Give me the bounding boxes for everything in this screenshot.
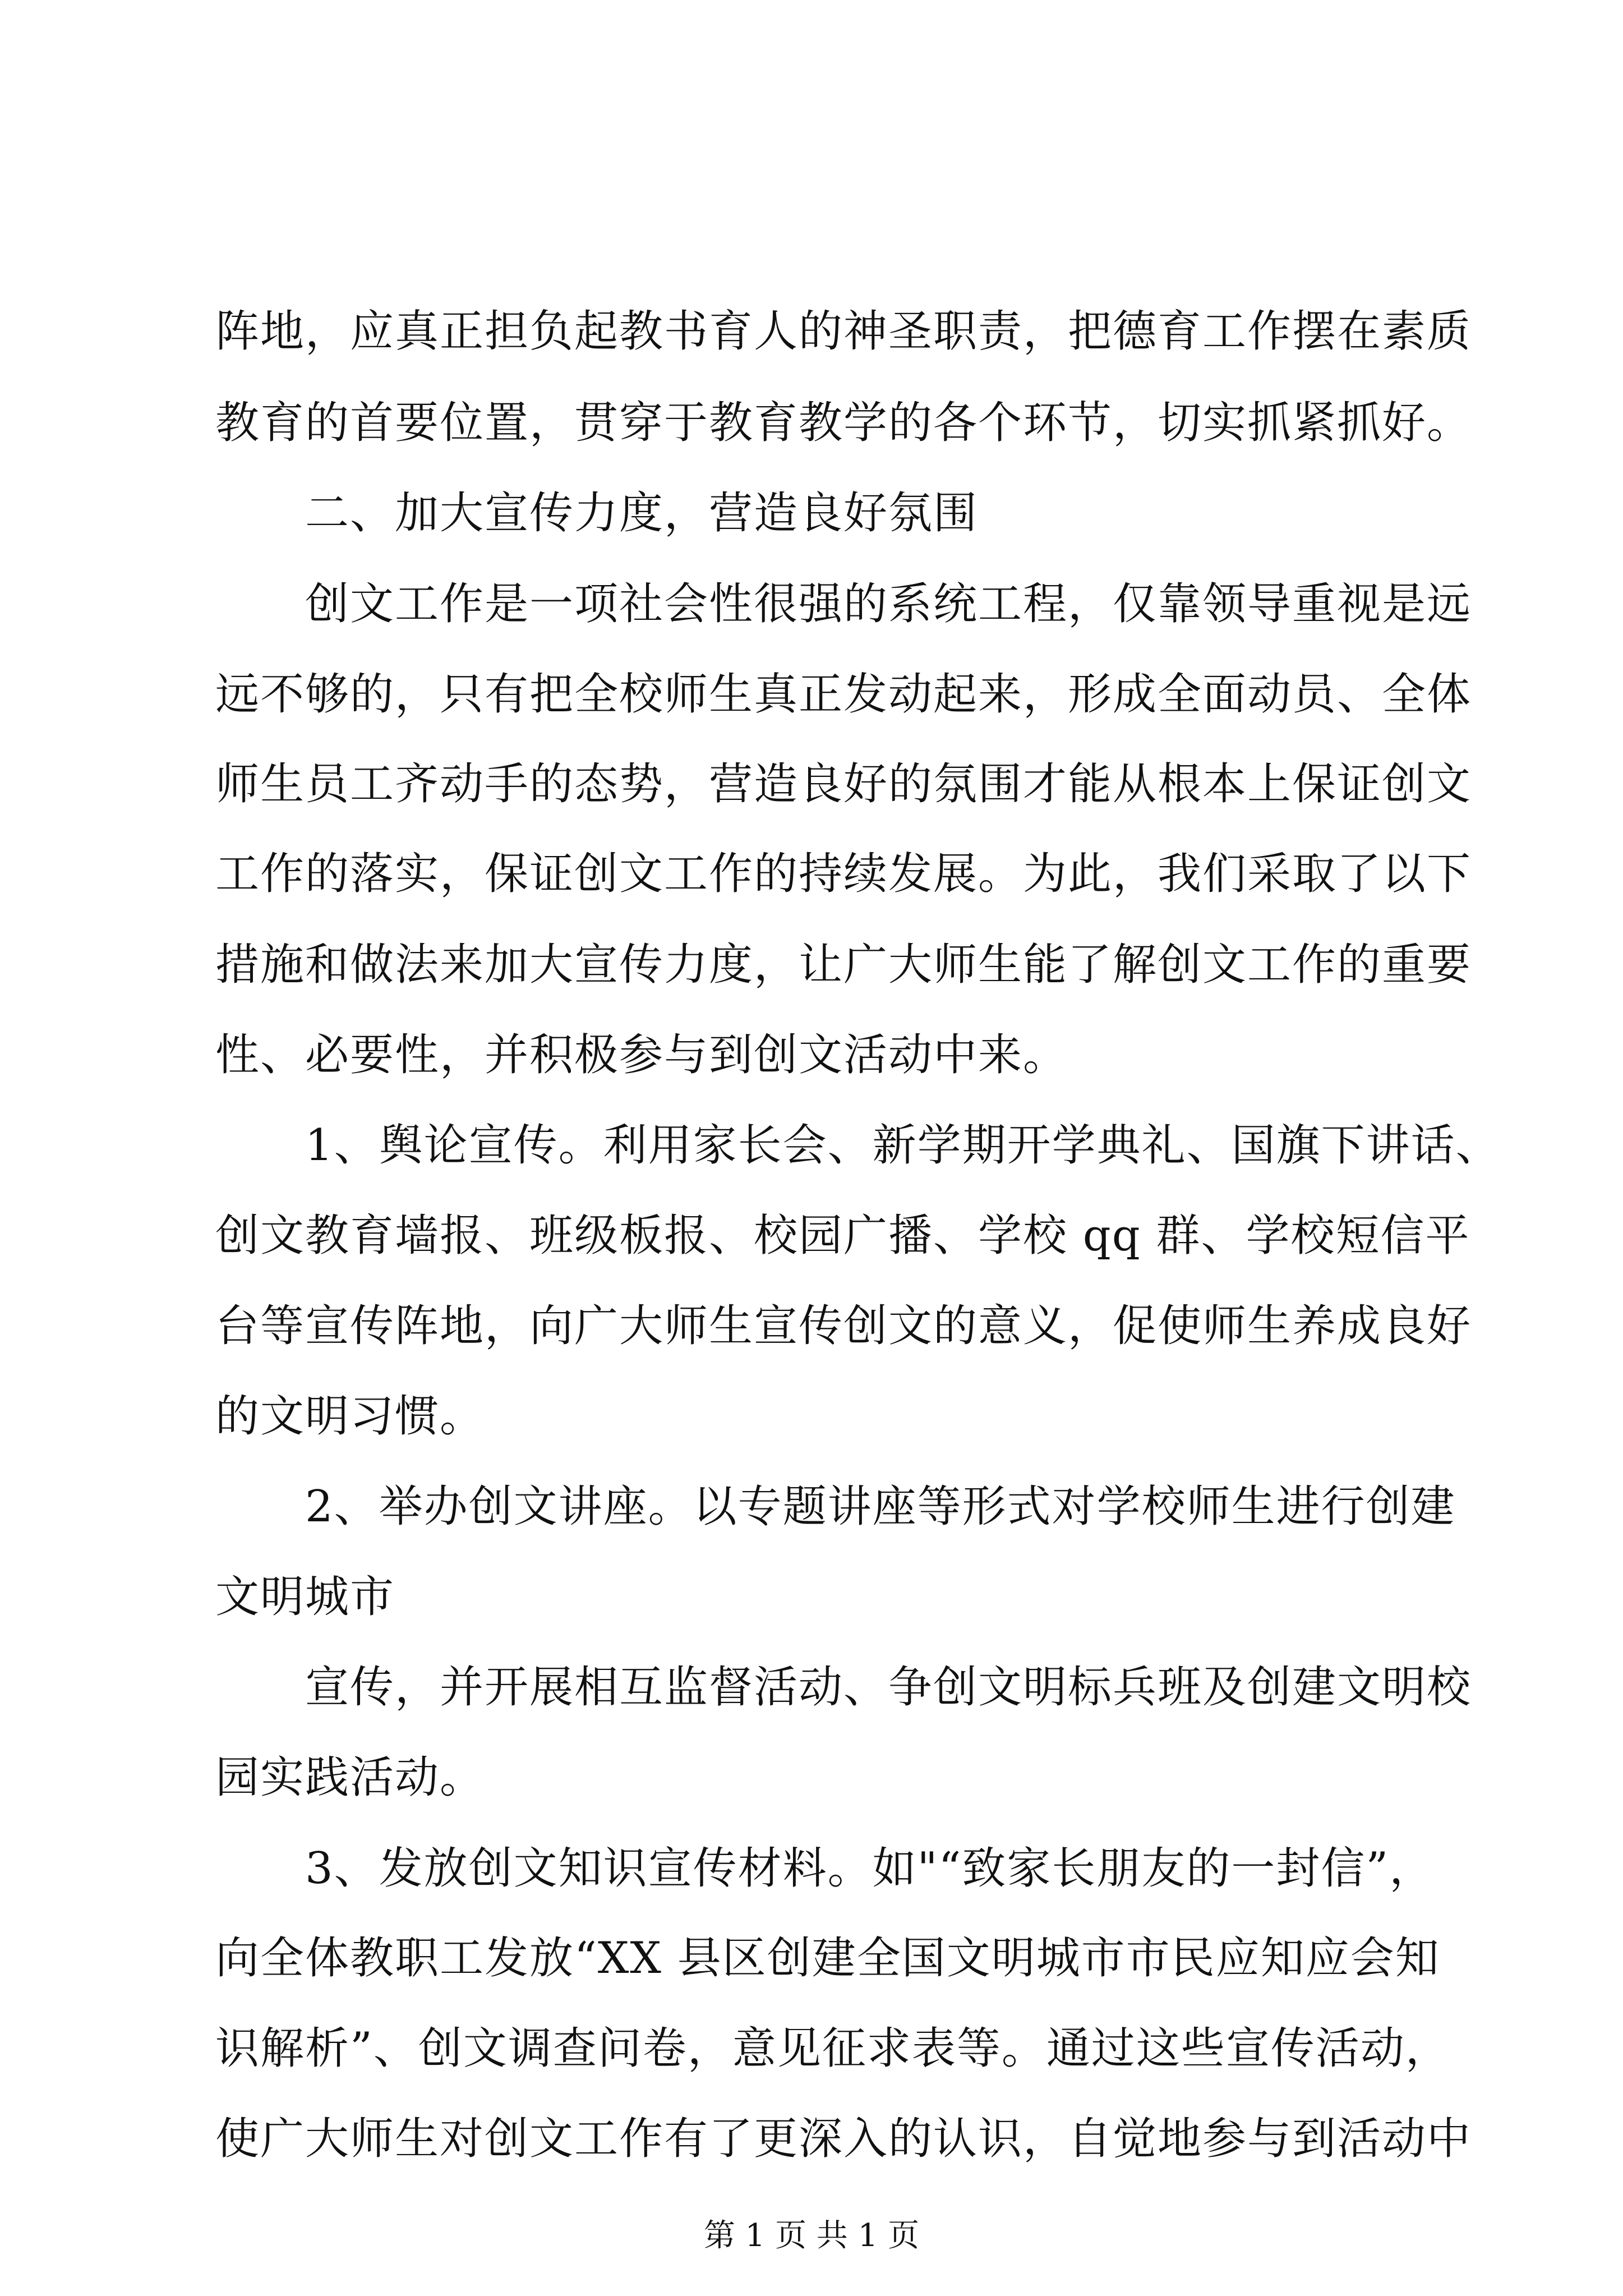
paragraph-first-line: 2、举办创文讲座。以专题讲座等形式对学校师生进行创建 bbox=[305, 1481, 1456, 1532]
section-heading: 二、加大宣传力度，营造良好氛围 bbox=[305, 488, 979, 539]
body-text-line: 教育的首要位置，贯穿于教育教学的各个环节，切实抓紧抓好。 bbox=[215, 398, 1472, 448]
paragraph-first-line: 创文工作是一项社会性很强的系统工程，仅靠领导重视是远 bbox=[305, 579, 1472, 629]
body-text-line: 创文教育墙报、班级板报、校园广播、学校 qq 群、学校短信平 bbox=[215, 1211, 1470, 1261]
body-text-line: 措施和做法来加大宣传力度，让广大师生能了解创文工作的重要 bbox=[215, 940, 1472, 990]
body-text-line: 文明城市 bbox=[215, 1572, 395, 1622]
body-text-line: 的文明习惯。 bbox=[215, 1391, 485, 1442]
body-text-line: 使广大师生对创文工作有了更深入的认识，自觉地参与到活动中 bbox=[215, 2114, 1472, 2164]
paragraph-first-line: 3、发放创文知识宣传材料。如"“致家长朋友的一封信”， bbox=[305, 1843, 1435, 1894]
paragraph-first-line: 1、舆论宣传。利用家长会、新学期开学典礼、国旗下讲话、 bbox=[305, 1120, 1501, 1171]
body-text-line: 远不够的，只有把全校师生真正发动起来，形成全面动员、全体 bbox=[215, 669, 1472, 720]
body-text-line: 台等宣传阵地，向广大师生宣传创文的意义，促使师生养成良好 bbox=[215, 1301, 1472, 1351]
body-text-line: 园实践活动。 bbox=[215, 1752, 485, 1803]
body-text-line: 识解析”、创文调查问卷，意见征求表等。通过这些宣传活动， bbox=[215, 2023, 1450, 2074]
body-text-line: 阵地，应真正担负起教书育人的神圣职责，把德育工作摆在素质 bbox=[215, 306, 1472, 357]
body-text-line: 工作的落实，保证创文工作的持续发展。为此，我们采取了以下 bbox=[215, 849, 1472, 899]
paragraph-first-line: 宣传，并开展相互监督活动、争创文明标兵班及创建文明校 bbox=[305, 1662, 1472, 1713]
body-text-line: 性、必要性，并积极参与到创文活动中来。 bbox=[215, 1030, 1068, 1080]
body-text-line: 师生员工齐动手的态势，营造良好的氛围才能从根本上保证创文 bbox=[215, 759, 1472, 809]
body-text-line: 向全体教职工发放“XX 县区创建全国文明城市市民应知应会知 bbox=[215, 1933, 1440, 1984]
page-number-footer: 第 1 页 共 1 页 bbox=[703, 2217, 920, 2254]
